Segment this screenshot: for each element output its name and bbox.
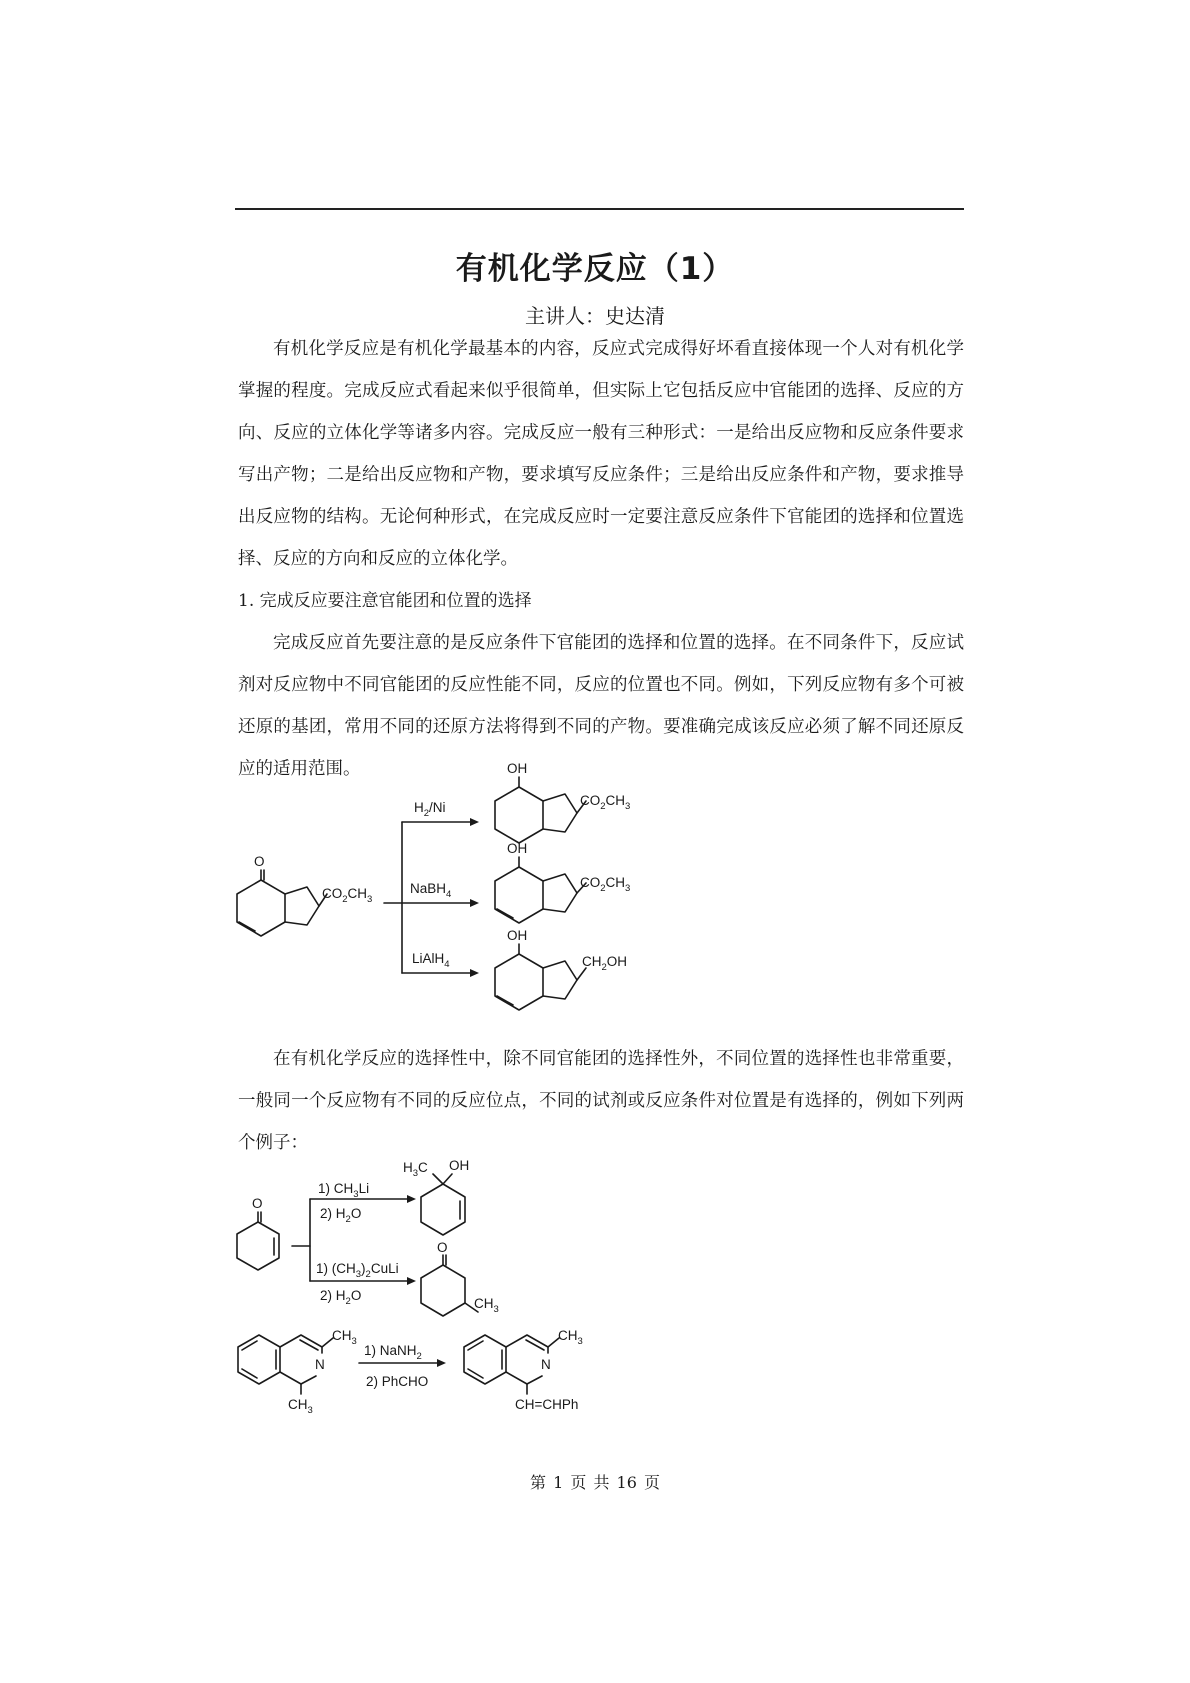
product-1-oh-label: OH [507, 761, 528, 776]
reactant-bottom-methyl-label: $CH_3$ [288, 1397, 313, 1416]
reagent-nanh2: 1) NaNH$_2$ [364, 1343, 422, 1362]
reactant-top-methyl-label: $CH_3$ [332, 1328, 357, 1347]
product-methyl-label: $CH_3$ [558, 1328, 583, 1347]
product-2-ester-label: $CO_2CH_3$ [580, 875, 631, 894]
reagent-water-2: 2) $H_2O$ [320, 1288, 362, 1307]
selectivity-paragraph: 在有机化学反应的选择性中，除不同官能团的选择性外，不同位置的选择性也非常重要，一般同一个反应物有不同的反应位点，不同的试剂或反应条件对位置是有选择的，例如下列两个例子： [238, 1049, 964, 1153]
page-title: 有机化学反应（1） [455, 251, 735, 287]
author-line: 主讲人：史达清 [525, 304, 665, 328]
reagent-lialh4: LiAlH$_4$ [412, 951, 450, 970]
reagent-ch3li: 1) $CH_3Li$ [318, 1181, 370, 1200]
dimethylisoquinoline-reactant [238, 1328, 357, 1416]
reactant-ester-label: $CO_2CH_3$ [322, 886, 373, 905]
reagent-cuprate: 1) $(CH_3)_2CuLi$ [316, 1261, 399, 1280]
section-1-heading: 1. 完成反应要注意官能团和位置的选择 [238, 591, 532, 611]
reactant-oxo-label: O [254, 854, 265, 869]
reagent-h2-ni: $H_2/Ni$ [414, 800, 446, 819]
product-3-oh-label: OH [507, 928, 528, 943]
methylcyclohexanone-oxo-label: O [437, 1240, 448, 1255]
section-1-paragraph: 完成反应首先要注意的是反应条件下官能团的选择和位置的选择。在不同条件下，反应试剂对反应物中不同官能团的反应性能不同，反应的位置也不同。例如，下列反应物有多个可被还原的基团，常用不同的还原方法将得到不同的产物。要准确完成该反应必须了解不同还原反应的适用范围。 [238, 633, 964, 779]
reagent-water-1: 2) $H_2O$ [320, 1206, 362, 1225]
product-3-ch2oh-label: $CH_2OH$ [582, 954, 628, 973]
tertiary-alcohol-oh-label: OH [449, 1158, 470, 1173]
product-nitrogen-label: N [541, 1357, 551, 1372]
tertiary-alcohol-methyl-label: $H_3C$ [403, 1160, 428, 1179]
styrylisoquinoline-product [464, 1328, 583, 1412]
cyclohexenone-oxo-label: O [252, 1196, 263, 1211]
product-styryl-label: CH=CHPh [515, 1397, 579, 1412]
methylcyclohexanone-methyl-label: $CH_3$ [474, 1296, 499, 1315]
product-1-ester-label: $CO_2CH_3$ [580, 793, 631, 812]
reagent-nabh4: NaBH$_4$ [410, 881, 452, 900]
reagent-phcho: 2) PhCHO [366, 1374, 429, 1389]
reactant-nitrogen-label: N [315, 1357, 325, 1372]
page-indicator: 第 1 页 共 16 页 [530, 1473, 660, 1492]
intro-paragraph: 有机化学反应是有机化学最基本的内容，反应式完成得好坏看直接体现一个人对有机化学掌握的程度。完成反应式看起来似乎很简单，但实际上它包括反应中官能团的选择、反应的方向、反应的立体化学等诸多内容。完成反应一般有三种形式：一是给出反应物和反应条件要求写出产物；二是给出反应物和产物，要求填写反应条件；三是给出反应条件和产物，要求推导出反应物的结构。无论何种形式，在完成反应时一定要注意反应条件下官能团的选择和位置选择、反应的方向和反应的立体化学。 [238, 339, 964, 569]
product-2-oh-label: OH [507, 841, 528, 856]
